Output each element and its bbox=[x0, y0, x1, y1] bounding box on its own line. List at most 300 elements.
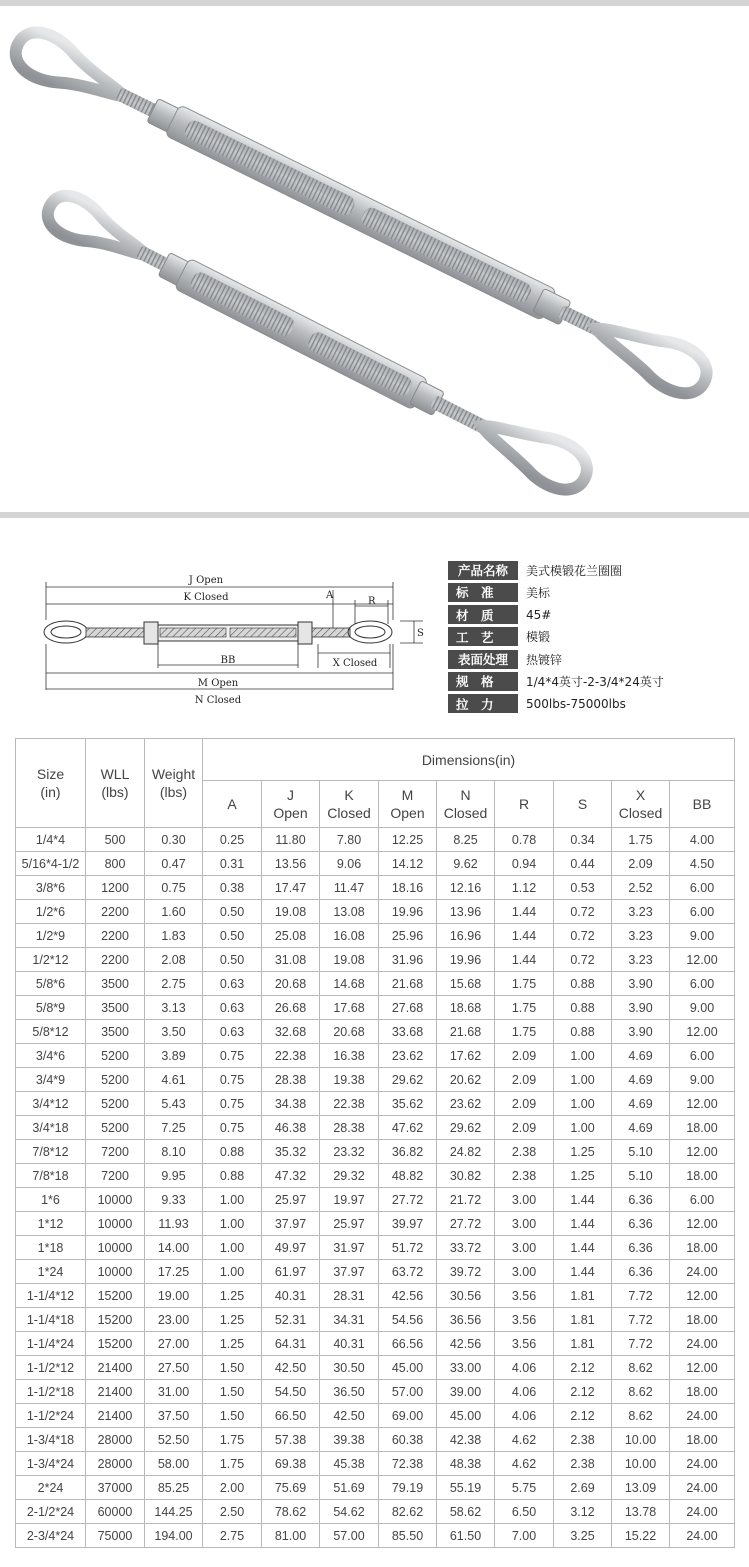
table-cell: 55.19 bbox=[437, 1476, 495, 1500]
table-cell: 6.00 bbox=[670, 1044, 735, 1068]
table-row bbox=[16, 1404, 735, 1428]
table-cell: 0.72 bbox=[554, 948, 612, 972]
table-row bbox=[16, 1476, 735, 1500]
table-cell: 0.30 bbox=[145, 828, 203, 852]
table-cell: 1*24 bbox=[16, 1260, 86, 1284]
small-turnbuckle bbox=[40, 186, 595, 499]
table-cell: 25.97 bbox=[262, 1188, 320, 1212]
table-cell: 1/2*12 bbox=[16, 948, 86, 972]
table-cell: 20.68 bbox=[320, 1020, 379, 1044]
table-cell: 0.53 bbox=[554, 876, 612, 900]
table-cell: 3.00 bbox=[495, 1188, 554, 1212]
table-cell: 1.44 bbox=[495, 948, 554, 972]
label-k-closed: K Closed bbox=[183, 592, 229, 603]
table-cell: 30.50 bbox=[320, 1356, 379, 1380]
table-cell: 7/8*18 bbox=[16, 1164, 86, 1188]
table-cell: 12.00 bbox=[670, 1356, 735, 1380]
table-cell: 58.00 bbox=[145, 1452, 203, 1476]
table-cell: 0.34 bbox=[554, 828, 612, 852]
table-cell: 27.72 bbox=[437, 1212, 495, 1236]
table-cell: 17.62 bbox=[437, 1044, 495, 1068]
table-cell: 2200 bbox=[86, 924, 145, 948]
table-cell: 33.68 bbox=[379, 1020, 437, 1044]
table-cell: 3.23 bbox=[612, 900, 670, 924]
table-cell: 7.72 bbox=[612, 1284, 670, 1308]
table-cell: 5.43 bbox=[145, 1092, 203, 1116]
table-cell: 58.62 bbox=[437, 1500, 495, 1524]
table-cell: 51.69 bbox=[320, 1476, 379, 1500]
table-row bbox=[16, 828, 735, 852]
table-cell: 8.25 bbox=[437, 828, 495, 852]
table-cell: 22.38 bbox=[262, 1044, 320, 1068]
table-cell: 0.63 bbox=[203, 1020, 262, 1044]
table-cell: 19.08 bbox=[320, 948, 379, 972]
table-cell: 4.06 bbox=[495, 1356, 554, 1380]
table-cell: 12.25 bbox=[379, 828, 437, 852]
table-cell: 1-1/2*18 bbox=[16, 1380, 86, 1404]
table-cell: 35.62 bbox=[379, 1092, 437, 1116]
table-cell: 2.75 bbox=[145, 972, 203, 996]
table-cell: 78.62 bbox=[262, 1500, 320, 1524]
table-cell: 1.25 bbox=[203, 1332, 262, 1356]
table-cell: 37.97 bbox=[320, 1260, 379, 1284]
table-cell: 1.25 bbox=[554, 1164, 612, 1188]
table-cell: 4.00 bbox=[670, 828, 735, 852]
table-cell: 28000 bbox=[86, 1452, 145, 1476]
table-cell: 1200 bbox=[86, 876, 145, 900]
dimension-diagram bbox=[28, 562, 438, 712]
table-cell: 1.00 bbox=[554, 1068, 612, 1092]
table-cell: 13.08 bbox=[320, 900, 379, 924]
table-cell: 1.50 bbox=[203, 1404, 262, 1428]
table-cell: 2.50 bbox=[203, 1500, 262, 1524]
table-cell: 3.00 bbox=[495, 1212, 554, 1236]
table-cell: 5/8*12 bbox=[16, 1020, 86, 1044]
table-cell: 9.95 bbox=[145, 1164, 203, 1188]
spec-value: 500lbs-75000lbs bbox=[526, 696, 626, 711]
table-cell: 2.38 bbox=[495, 1140, 554, 1164]
table-cell: 27.68 bbox=[379, 996, 437, 1020]
table-row bbox=[16, 1164, 735, 1188]
label-m-open: M Open bbox=[197, 678, 239, 689]
table-cell: 61.50 bbox=[437, 1524, 495, 1548]
table-cell: 13.56 bbox=[262, 852, 320, 876]
table-cell: 57.00 bbox=[379, 1380, 437, 1404]
table-cell: 10.00 bbox=[612, 1428, 670, 1452]
table-cell: 1.44 bbox=[554, 1188, 612, 1212]
table-cell: 0.75 bbox=[203, 1092, 262, 1116]
table-cell: 18.00 bbox=[670, 1236, 735, 1260]
table-cell: 15.68 bbox=[437, 972, 495, 996]
table-cell: 4.50 bbox=[670, 852, 735, 876]
table-cell: 4.69 bbox=[612, 1092, 670, 1116]
table-cell: 1-1/2*24 bbox=[16, 1404, 86, 1428]
table-cell: 6.00 bbox=[670, 1188, 735, 1212]
table-cell: 0.75 bbox=[203, 1068, 262, 1092]
table-cell: 0.31 bbox=[203, 852, 262, 876]
table-cell: 3.00 bbox=[495, 1236, 554, 1260]
table-cell: 15200 bbox=[86, 1284, 145, 1308]
header-x-closed: X Closed bbox=[612, 781, 670, 828]
table-cell: 54.50 bbox=[262, 1380, 320, 1404]
table-cell: 23.62 bbox=[437, 1092, 495, 1116]
spec-row bbox=[448, 605, 738, 625]
table-cell: 3.56 bbox=[495, 1308, 554, 1332]
table-cell: 15200 bbox=[86, 1308, 145, 1332]
table-cell: 9.00 bbox=[670, 1068, 735, 1092]
table-cell: 3.90 bbox=[612, 972, 670, 996]
product-photo bbox=[0, 6, 749, 512]
table-cell: 57.38 bbox=[262, 1428, 320, 1452]
table-cell: 1.12 bbox=[495, 876, 554, 900]
table-cell: 3.89 bbox=[145, 1044, 203, 1068]
table-cell: 36.56 bbox=[437, 1308, 495, 1332]
table-cell: 0.88 bbox=[203, 1164, 262, 1188]
table-cell: 13.09 bbox=[612, 1476, 670, 1500]
table-cell: 5200 bbox=[86, 1116, 145, 1140]
table-cell: 17.25 bbox=[145, 1260, 203, 1284]
table-cell: 24.00 bbox=[670, 1452, 735, 1476]
table-cell: 26.68 bbox=[262, 996, 320, 1020]
table-cell: 3.90 bbox=[612, 1020, 670, 1044]
table-cell: 1.60 bbox=[145, 900, 203, 924]
table-cell: 1.75 bbox=[203, 1428, 262, 1452]
table-cell: 21.68 bbox=[437, 1020, 495, 1044]
table-cell: 7/8*12 bbox=[16, 1140, 86, 1164]
spec-value: 美标 bbox=[526, 585, 551, 600]
table-cell: 0.72 bbox=[554, 924, 612, 948]
table-cell: 7.72 bbox=[612, 1308, 670, 1332]
table-cell: 2-1/2*24 bbox=[16, 1500, 86, 1524]
table-cell: 19.00 bbox=[145, 1284, 203, 1308]
table-cell: 9.00 bbox=[670, 996, 735, 1020]
table-cell: 13.78 bbox=[612, 1500, 670, 1524]
table-cell: 2.38 bbox=[495, 1164, 554, 1188]
table-cell: 11.93 bbox=[145, 1212, 203, 1236]
table-cell: 5.10 bbox=[612, 1140, 670, 1164]
table-row bbox=[16, 948, 735, 972]
table-cell: 1/4*4 bbox=[16, 828, 86, 852]
table-cell: 18.68 bbox=[437, 996, 495, 1020]
table-cell: 0.50 bbox=[203, 948, 262, 972]
table-row bbox=[16, 1524, 735, 1548]
table-cell: 6.50 bbox=[495, 1500, 554, 1524]
table-cell: 36.82 bbox=[379, 1140, 437, 1164]
table-cell: 0.78 bbox=[495, 828, 554, 852]
table-row bbox=[16, 852, 735, 876]
label-x-closed: X Closed bbox=[332, 658, 378, 669]
table-cell: 14.68 bbox=[320, 972, 379, 996]
table-cell: 1.00 bbox=[554, 1092, 612, 1116]
table-cell: 66.56 bbox=[379, 1332, 437, 1356]
table-cell: 81.00 bbox=[262, 1524, 320, 1548]
header-size: Size (in) bbox=[16, 739, 86, 828]
table-row bbox=[16, 1188, 735, 1212]
table-cell: 17.47 bbox=[262, 876, 320, 900]
table-cell: 85.50 bbox=[379, 1524, 437, 1548]
table-cell: 1.00 bbox=[203, 1236, 262, 1260]
table-cell: 72.38 bbox=[379, 1452, 437, 1476]
table-cell: 3.13 bbox=[145, 996, 203, 1020]
table-cell: 4.61 bbox=[145, 1068, 203, 1092]
table-cell: 28.38 bbox=[262, 1068, 320, 1092]
table-cell: 1-3/4*18 bbox=[16, 1428, 86, 1452]
table-cell: 31.97 bbox=[320, 1236, 379, 1260]
table-cell: 3.50 bbox=[145, 1020, 203, 1044]
table-cell: 10000 bbox=[86, 1236, 145, 1260]
table-cell: 3.56 bbox=[495, 1332, 554, 1356]
table-cell: 12.00 bbox=[670, 1020, 735, 1044]
table-row bbox=[16, 1140, 735, 1164]
table-cell: 1-1/2*12 bbox=[16, 1356, 86, 1380]
table-cell: 27.72 bbox=[379, 1188, 437, 1212]
table-cell: 4.06 bbox=[495, 1404, 554, 1428]
table-cell: 17.68 bbox=[320, 996, 379, 1020]
spec-row bbox=[448, 671, 738, 691]
table-cell: 2-3/4*24 bbox=[16, 1524, 86, 1548]
table-cell: 1*6 bbox=[16, 1188, 86, 1212]
spec-label: 工 艺 bbox=[448, 627, 518, 646]
table-cell: 39.97 bbox=[379, 1212, 437, 1236]
table-cell: 15.22 bbox=[612, 1524, 670, 1548]
spec-value: 热镀锌 bbox=[526, 652, 563, 667]
table-cell: 27.50 bbox=[145, 1356, 203, 1380]
table-cell: 79.19 bbox=[379, 1476, 437, 1500]
table-cell: 0.47 bbox=[145, 852, 203, 876]
table-cell: 75000 bbox=[86, 1524, 145, 1548]
table-row bbox=[16, 1332, 735, 1356]
table-cell: 5200 bbox=[86, 1044, 145, 1068]
table-cell: 25.08 bbox=[262, 924, 320, 948]
table-cell: 0.63 bbox=[203, 996, 262, 1020]
table-row bbox=[16, 1308, 735, 1332]
table-cell: 22.38 bbox=[320, 1092, 379, 1116]
table-cell: 1.25 bbox=[203, 1284, 262, 1308]
table-cell: 9.62 bbox=[437, 852, 495, 876]
table-cell: 19.38 bbox=[320, 1068, 379, 1092]
table-cell: 1.44 bbox=[554, 1236, 612, 1260]
table-cell: 2.12 bbox=[554, 1356, 612, 1380]
table-cell: 12.00 bbox=[670, 1140, 735, 1164]
label-r: R bbox=[368, 596, 376, 607]
table-cell: 1.81 bbox=[554, 1332, 612, 1356]
table-cell: 0.75 bbox=[203, 1116, 262, 1140]
table-cell: 1-1/4*18 bbox=[16, 1308, 86, 1332]
table-cell: 23.62 bbox=[379, 1044, 437, 1068]
table-cell: 3/4*9 bbox=[16, 1068, 86, 1092]
table-cell: 23.32 bbox=[320, 1140, 379, 1164]
table-cell: 82.62 bbox=[379, 1500, 437, 1524]
table-row bbox=[16, 1284, 735, 1308]
table-cell: 800 bbox=[86, 852, 145, 876]
table-cell: 23.00 bbox=[145, 1308, 203, 1332]
table-cell: 8.62 bbox=[612, 1404, 670, 1428]
table-cell: 1.50 bbox=[203, 1356, 262, 1380]
table-cell: 31.08 bbox=[262, 948, 320, 972]
table-cell: 10000 bbox=[86, 1188, 145, 1212]
table-cell: 47.62 bbox=[379, 1116, 437, 1140]
table-cell: 11.47 bbox=[320, 876, 379, 900]
table-cell: 16.38 bbox=[320, 1044, 379, 1068]
table-cell: 14.00 bbox=[145, 1236, 203, 1260]
table-cell: 9.33 bbox=[145, 1188, 203, 1212]
header-m-open: M Open bbox=[379, 781, 437, 828]
table-cell: 1.44 bbox=[554, 1260, 612, 1284]
table-cell: 12.00 bbox=[670, 1092, 735, 1116]
table-cell: 51.72 bbox=[379, 1236, 437, 1260]
table-cell: 1.75 bbox=[203, 1452, 262, 1476]
table-cell: 16.96 bbox=[437, 924, 495, 948]
table-cell: 1.25 bbox=[203, 1308, 262, 1332]
table-cell: 9.00 bbox=[670, 924, 735, 948]
table-cell: 7200 bbox=[86, 1164, 145, 1188]
table-cell: 16.08 bbox=[320, 924, 379, 948]
table-cell: 18.16 bbox=[379, 876, 437, 900]
table-cell: 7.00 bbox=[495, 1524, 554, 1548]
table-cell: 24.00 bbox=[670, 1404, 735, 1428]
table-cell: 48.82 bbox=[379, 1164, 437, 1188]
table-cell: 19.08 bbox=[262, 900, 320, 924]
table-cell: 3.23 bbox=[612, 924, 670, 948]
table-cell: 42.56 bbox=[379, 1284, 437, 1308]
table-cell: 18.00 bbox=[670, 1116, 735, 1140]
table-cell: 63.72 bbox=[379, 1260, 437, 1284]
table-cell: 28000 bbox=[86, 1428, 145, 1452]
table-cell: 2.09 bbox=[495, 1092, 554, 1116]
table-cell: 54.62 bbox=[320, 1500, 379, 1524]
label-a: A bbox=[326, 590, 334, 601]
table-cell: 1.81 bbox=[554, 1308, 612, 1332]
table-cell: 19.97 bbox=[320, 1188, 379, 1212]
table-cell: 5200 bbox=[86, 1092, 145, 1116]
table-cell: 27.00 bbox=[145, 1332, 203, 1356]
table-cell: 69.00 bbox=[379, 1404, 437, 1428]
table-cell: 47.32 bbox=[262, 1164, 320, 1188]
table-cell: 0.25 bbox=[203, 828, 262, 852]
table-cell: 24.00 bbox=[670, 1332, 735, 1356]
table-cell: 9.06 bbox=[320, 852, 379, 876]
table-cell: 54.56 bbox=[379, 1308, 437, 1332]
dimensions-table bbox=[15, 738, 734, 1548]
table-cell: 0.50 bbox=[203, 900, 262, 924]
table-cell: 6.36 bbox=[612, 1188, 670, 1212]
spec-value: 1/4*4英寸-2-3/4*24英寸 bbox=[526, 674, 664, 689]
table-cell: 21.68 bbox=[379, 972, 437, 996]
table-cell: 13.96 bbox=[437, 900, 495, 924]
table-cell: 3.25 bbox=[554, 1524, 612, 1548]
table-cell: 500 bbox=[86, 828, 145, 852]
spec-value: 45# bbox=[526, 607, 552, 622]
table-row bbox=[16, 1260, 735, 1284]
table-row bbox=[16, 1044, 735, 1068]
table-cell: 10000 bbox=[86, 1212, 145, 1236]
table-cell: 3500 bbox=[86, 972, 145, 996]
table-cell: 10.00 bbox=[612, 1452, 670, 1476]
label-s: S bbox=[417, 628, 424, 639]
table-cell: 2200 bbox=[86, 948, 145, 972]
table-cell: 0.88 bbox=[554, 996, 612, 1020]
table-cell: 7.72 bbox=[612, 1332, 670, 1356]
table-cell: 7200 bbox=[86, 1140, 145, 1164]
table-row bbox=[16, 1500, 735, 1524]
table-row bbox=[16, 972, 735, 996]
table-cell: 14.12 bbox=[379, 852, 437, 876]
table-cell: 0.88 bbox=[554, 1020, 612, 1044]
table-cell: 4.62 bbox=[495, 1428, 554, 1452]
table-cell: 2.00 bbox=[203, 1476, 262, 1500]
table-cell: 3/4*6 bbox=[16, 1044, 86, 1068]
table-cell: 15200 bbox=[86, 1332, 145, 1356]
table-cell: 11.80 bbox=[262, 828, 320, 852]
label-j-open: J Open bbox=[188, 575, 224, 586]
table-cell: 60.38 bbox=[379, 1428, 437, 1452]
table-row bbox=[16, 1356, 735, 1380]
table-cell: 0.50 bbox=[203, 924, 262, 948]
table-cell: 24.00 bbox=[670, 1500, 735, 1524]
table-cell: 48.38 bbox=[437, 1452, 495, 1476]
table-cell: 3500 bbox=[86, 1020, 145, 1044]
header-n-closed: N Closed bbox=[437, 781, 495, 828]
table-row bbox=[16, 1452, 735, 1476]
spec-row bbox=[448, 582, 738, 602]
table-cell: 2*24 bbox=[16, 1476, 86, 1500]
spec-row bbox=[448, 627, 738, 647]
table-cell: 5.10 bbox=[612, 1164, 670, 1188]
table-cell: 2.09 bbox=[495, 1116, 554, 1140]
table-cell: 5/16*4-1/2 bbox=[16, 852, 86, 876]
table-cell: 5200 bbox=[86, 1068, 145, 1092]
table-cell: 1*12 bbox=[16, 1212, 86, 1236]
table-cell: 0.44 bbox=[554, 852, 612, 876]
table-cell: 6.00 bbox=[670, 972, 735, 996]
table-cell: 1.00 bbox=[554, 1044, 612, 1068]
header-dimensions: Dimensions(in) bbox=[203, 739, 735, 781]
table-row bbox=[16, 1092, 735, 1116]
table-cell: 1.75 bbox=[495, 972, 554, 996]
table-cell: 6.00 bbox=[670, 876, 735, 900]
header-r: R bbox=[495, 781, 554, 828]
table-cell: 3.23 bbox=[612, 948, 670, 972]
table-cell: 3.00 bbox=[495, 1260, 554, 1284]
table-cell: 1.00 bbox=[203, 1260, 262, 1284]
table-cell: 2.09 bbox=[612, 852, 670, 876]
spec-label: 标 准 bbox=[448, 583, 518, 602]
spec-row bbox=[448, 649, 738, 669]
table-cell: 19.96 bbox=[379, 900, 437, 924]
table-cell: 34.31 bbox=[320, 1308, 379, 1332]
table-cell: 61.97 bbox=[262, 1260, 320, 1284]
table-cell: 1-1/4*12 bbox=[16, 1284, 86, 1308]
table-cell: 1.44 bbox=[554, 1212, 612, 1236]
table-row bbox=[16, 1068, 735, 1092]
header-j-open: J Open bbox=[262, 781, 320, 828]
spec-label: 规 格 bbox=[448, 672, 518, 691]
table-cell: 6.36 bbox=[612, 1212, 670, 1236]
table-cell: 18.00 bbox=[670, 1380, 735, 1404]
table-cell: 8.10 bbox=[145, 1140, 203, 1164]
table-cell: 6.36 bbox=[612, 1236, 670, 1260]
table-cell: 37.97 bbox=[262, 1212, 320, 1236]
table-cell: 19.96 bbox=[437, 948, 495, 972]
table-cell: 39.00 bbox=[437, 1380, 495, 1404]
table-cell: 45.00 bbox=[379, 1356, 437, 1380]
table-cell: 24.00 bbox=[670, 1524, 735, 1548]
table-cell: 36.50 bbox=[320, 1380, 379, 1404]
table-cell: 6.00 bbox=[670, 900, 735, 924]
table-row bbox=[16, 876, 735, 900]
table-cell: 33.72 bbox=[437, 1236, 495, 1260]
table-cell: 24.00 bbox=[670, 1476, 735, 1500]
